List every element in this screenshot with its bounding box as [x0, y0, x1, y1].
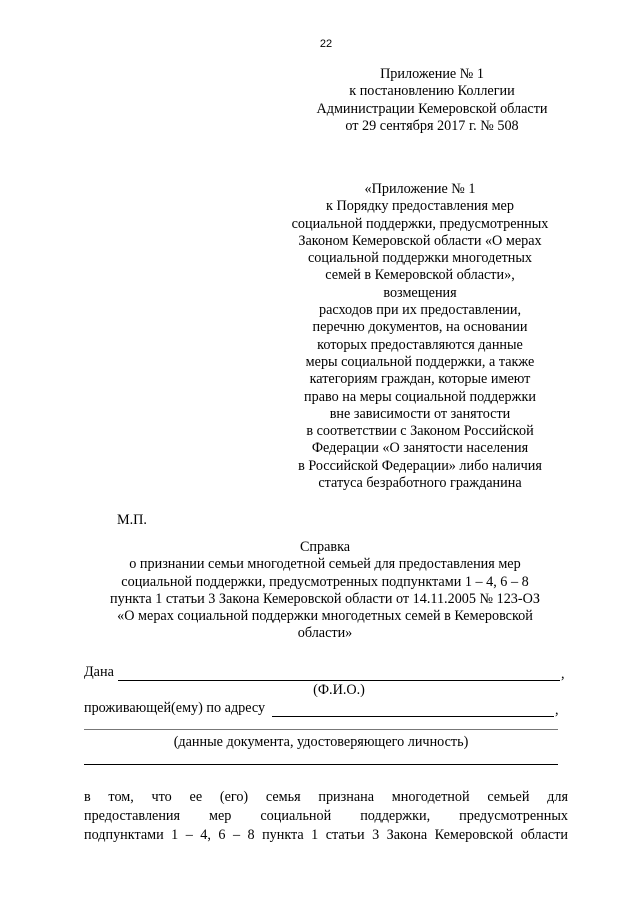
appendix-header-line: от 29 сентября 2017 г. № 508	[345, 117, 519, 134]
name-field-comma: ,	[561, 666, 565, 682]
certificate-subtitle-line: социальной поддержки, предусмотренных подпунктами 1 – 4, 6 – 8	[121, 573, 529, 590]
appendix-order-line: в Российской Федерации» либо наличия	[298, 457, 542, 474]
appendix-order-line: которых предоставляются данные	[317, 336, 523, 353]
address-field-line[interactable]	[272, 700, 554, 717]
id-document-line-top[interactable]	[84, 729, 558, 730]
appendix-order-line: к Порядку предоставления мер	[326, 198, 514, 215]
id-document-line-bottom[interactable]	[84, 764, 558, 765]
appendix-order-line: категориям граждан, которые имеют	[309, 371, 531, 388]
stamp-place-label: М.П.	[117, 512, 147, 528]
issued-to-label: Дана	[84, 664, 114, 680]
appendix-order-line: социальной поддержки многодетных	[307, 250, 533, 267]
appendix-order-line: Законом Кемеровской области «О мерах	[298, 232, 542, 249]
appendix-order-line: семей в Кемеровской области»,	[325, 267, 515, 284]
appendix-order-line: в соответствии с Законом Российской	[306, 423, 534, 440]
certificate-subtitle-line: «О мерах социальной поддержки многодетных семей в Кемеровской	[117, 608, 533, 625]
appendix-order-line: перечню документов, на основании	[312, 319, 528, 336]
appendix-order-line: «Приложение № 1	[364, 181, 476, 197]
body-line: предоставления мер социальной поддержки, предусмотренных	[84, 808, 568, 824]
address-field-comma: ,	[555, 702, 559, 718]
certificate-subtitle-line: пункта 1 статьи 3 Закона Кемеровской области от 14.11.2005 № 123-ОЗ	[110, 590, 540, 607]
appendix-order-line: статуса безработного гражданина	[318, 475, 522, 492]
appendix-header-line: Администрации Кемеровской области	[316, 100, 548, 117]
address-label: проживающей(ему) по адресу	[84, 700, 266, 716]
appendix-order-line: право на меры социальной поддержки	[304, 388, 536, 405]
appendix-order-block	[270, 181, 570, 492]
name-caption: (Ф.И.О.)	[313, 682, 365, 698]
appendix-order-line: меры социальной поддержки, а также	[305, 353, 535, 370]
body-line: подпунктами 1 – 4, 6 – 8 пункта 1 статьи 3 Закона Кемеровской области	[84, 827, 568, 843]
certificate-title: Справка	[299, 539, 351, 555]
certificate-subtitle-line: области»	[297, 625, 353, 642]
appendix-header-line: Приложение № 1	[380, 66, 484, 82]
appendix-header	[282, 66, 582, 135]
appendix-order-line: возмещения	[383, 284, 457, 301]
appendix-order-line: расходов при их предоставлении,	[319, 302, 521, 319]
id-document-caption: (данные документа, удостоверяющего личность)	[173, 734, 469, 750]
appendix-order-line: Федерации «О занятости населения	[311, 440, 529, 457]
body-line: в том, что ее (его) семья признана многодетной семьей для	[84, 789, 568, 805]
appendix-order-line: социальной поддержки, предусмотренных	[291, 215, 549, 232]
page-number: 22	[319, 38, 333, 50]
name-field-line[interactable]	[118, 664, 560, 681]
appendix-header-line: к постановлению Коллегии	[349, 83, 515, 100]
certificate-subtitle-line: о признании семьи многодетной семьей для предоставления мер	[129, 556, 521, 573]
certificate-body	[84, 788, 568, 845]
certificate-heading	[82, 539, 568, 643]
appendix-order-line: вне зависимости от занятости	[329, 405, 511, 422]
